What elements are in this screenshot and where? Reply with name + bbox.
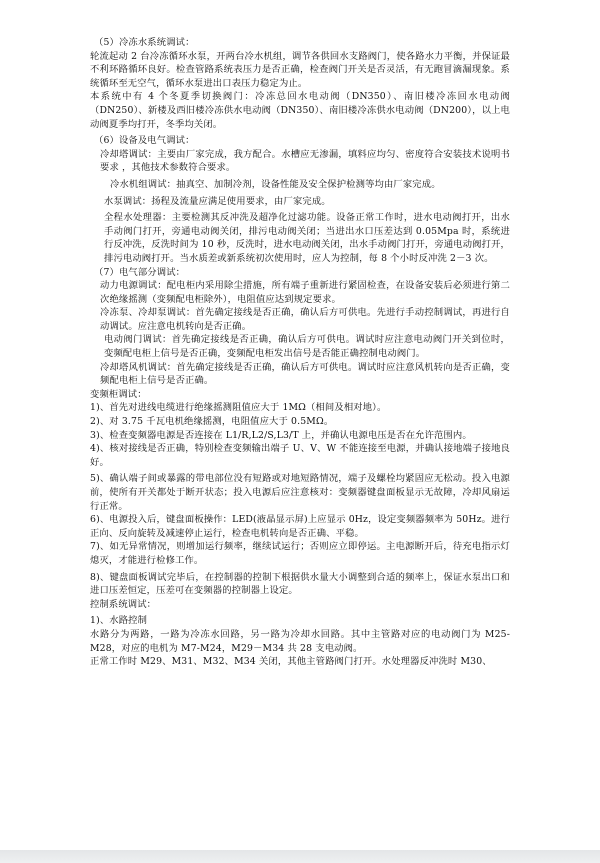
- vfd-step-4: 4)、核对接线是否正确，特别检查变频输出端子 U、V、W 不能连接至电源，并确认接地端子接地良好。: [90, 443, 510, 468]
- vfd-step-6: 6)、电源投入后，键盘面板操作：LED(液晶显示屏)上应显示 0Hz，设定变频器频率为 50Hz。进行正向、反向旋转及减速停止运行，检查电机转向是否正确、平稳。: [90, 514, 510, 539]
- vfd-heading: 变频柜调试：: [90, 388, 147, 400]
- vfd-step-3: 3)、检查变频器电源是否连接在 L1/R,L2/S,L3/T 上，并确认电源电压是否在允许范围内。: [90, 429, 472, 441]
- paragraph-fan-debug: 冷却塔风机调试：首先确定接线是否正确，确认后方可供电。调试时应注意风机转向是否正确，变频配电柜上信号是否正确。: [100, 361, 510, 387]
- vfd-step-5: 5)、确认端子间或暴露的带电部位没有短路或对地短路情况，端子及螺栓均紧固应无松动。投入电源前，使所有开关都处于断开状态；投入电源后应注意核对：变频器键盘面板显示无故障，冷却风扇运行正常。: [90, 473, 510, 512]
- paragraph-power-supply: 动力电源调试：配电柜内采用除尘措施，所有端子重新进行紧固检查，在设备安装后必须进行第二次绝缘摇测（变频配电柜除外），电阻值应达到规定要求。: [100, 280, 510, 305]
- section-heading-electrical: （7）电气部分调试：: [94, 266, 186, 278]
- page-bottom-background: [0, 850, 600, 863]
- paragraph-pump: 水泵调试：扬程及流量应满足使用要求，由厂家完成。: [104, 195, 331, 207]
- section-heading-equipment: （6）设备及电气调试：: [94, 135, 195, 147]
- paragraph-water-circuits: 水路分为两路，一路为冷冻水回路，另一路为冷却水回路。其中主管路对应的电动阀门为 M25-M28，对应的电机为 M7-M24，M29－M34 共 28 支电动阀。: [90, 628, 510, 654]
- paragraph-switch-valves: 本系统中有 4 个冬夏季切换阀门：冷冻总回水电动阀（DN350）、南旧楼冷冻回水电动阀（DN250）、新楼及西旧楼冷冻供水电动阀（DN350）、南旧楼冷冻供水电动阀（DN200），以上电动阀夏季均打开，冬季均关闭。: [90, 91, 510, 130]
- vfd-step-2: 2)、对 3.75 千瓦电机绝缘摇测，电阻值应大于 0.5MΩ。: [90, 416, 334, 428]
- water-control-heading: 1)、水路控制: [90, 615, 148, 627]
- vfd-step-7: 7)、如无异常情况，则增加运行频率，继续试运行；否则应立即停运。主电源断开后，待充电指示灯熄灭，才能进行检修工作。: [90, 541, 510, 566]
- paragraph-valve-debug: 电动阀门调试：首先确定接线是否正确，确认后方可供电。调试时应注意电动阀门开关到位时，变频配电柜上信号是否正确，变频配电柜发出信号是否能正确控制电动阀门。: [104, 334, 510, 360]
- paragraph-water-treatment: 全程水处理器：主要检测其反冲洗及超净化过滤功能。设备正常工作时，进水电动阀打开，出水手动阀门打开，旁通电动阀关闭，排污电动阀关闭；当进出水口压差达到 0.05Mpa 时，系统进行反冲洗，反洗时间为 10 秒，反洗时，进水电动阀关闭，出水手动阀门打开，旁通电动阀打开，排污电动阀打开。当水质差或新系统初次使用时，应人为控制，每 8 个小时反冲洗 2－3 次。: [104, 212, 510, 264]
- vfd-step-1: 1)、首先对进线电缆进行绝缘摇测阻值应大于 1MΩ（相间及相对地）。: [90, 402, 387, 414]
- vfd-step-8: 8)、键盘面板调试完毕后，在控制器的控制下根据供水量大小调整到合适的频率上，保证水泵出口和进口压差恒定，压差可在变频器的控制器上设定。: [90, 571, 510, 597]
- paragraph-pump-debug: 冷冻泵、冷却泵调试：首先确定接线是否正确，确认后方可供电。先进行手动控制调试，再进行自动调试。应注意电机转向是否正确。: [100, 307, 510, 332]
- paragraph-chilled-water-pumps: 轮流起动 2 台冷冻循环水泵，开两台冷水机组，调节各供回水支路阀门，使各路水力平衡，并保证最不利环路循环良好。检查管路系统表压力是否正确，检查阀门开关是否灵活，有无跑冒滴漏现象。系统循环至无空气，循环水泵进出口表压力稳定为止。: [90, 50, 510, 89]
- section-heading-chilled-water: （5）冷冻水系统调试：: [94, 37, 195, 48]
- paragraph-cooling-tower: 冷却塔调试：主要由厂家完成，我方配合。水槽应无渗漏，填料应均匀、密度符合安装技术说明书要求 ，其他技术参数符合要求。: [100, 148, 510, 174]
- paragraph-normal-operation: 正常工作时 M29、M31、M32、M34 关闭，其他主管路阀门打开。水处理器反冲洗时 M30、: [90, 656, 492, 668]
- control-system-heading: 控制系统调试：: [90, 598, 157, 610]
- paragraph-chiller: 冷水机组调试：抽真空、加制冷剂，设备性能及安全保护检测等均由厂家完成。: [110, 178, 441, 190]
